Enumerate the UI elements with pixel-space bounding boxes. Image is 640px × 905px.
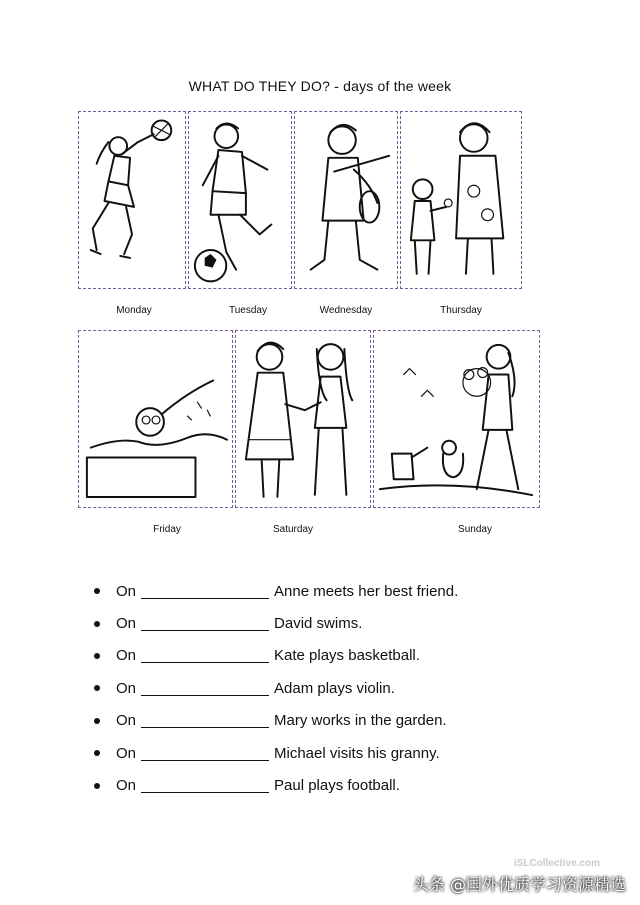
answer-blank[interactable] xyxy=(141,648,269,663)
on-word: On xyxy=(116,679,137,697)
list-item xyxy=(92,672,572,704)
day-label-saturday: Saturday xyxy=(272,524,314,535)
picture-thursday xyxy=(400,111,522,289)
sentence-text: Anne meets her best friend. xyxy=(274,582,459,600)
site-credit: iSLCollective.com xyxy=(513,858,600,869)
basketball-girl-illustration xyxy=(79,112,185,288)
answer-blank[interactable] xyxy=(141,778,269,793)
day-label-monday: Monday xyxy=(116,305,152,316)
sentence-text: Michael visits his granny. xyxy=(274,744,440,762)
list-item xyxy=(92,607,572,639)
day-label-sunday: Sunday xyxy=(458,524,492,535)
list-item xyxy=(92,737,572,769)
sentence-text: Kate plays basketball. xyxy=(274,647,420,665)
bullet-icon xyxy=(94,718,100,724)
on-word: On xyxy=(116,777,137,795)
on-word: On xyxy=(116,712,137,730)
on-word: On xyxy=(116,647,137,665)
picture-monday xyxy=(78,111,186,289)
answer-blank[interactable] xyxy=(141,713,269,728)
bullet-icon xyxy=(94,621,100,627)
day-label-thursday: Thursday xyxy=(440,305,482,316)
sentence-text: Paul plays football. xyxy=(274,777,400,795)
on-word: On xyxy=(116,615,137,633)
sentence-list xyxy=(92,575,572,802)
swimming-boy-illustration xyxy=(79,331,232,507)
sentence-text: Adam plays violin. xyxy=(274,679,395,697)
answer-blank[interactable] xyxy=(141,681,269,696)
picture-sunday xyxy=(373,330,540,508)
list-item xyxy=(92,705,572,737)
worksheet-title: WHAT DO THEY DO? - days of the week xyxy=(188,78,452,94)
bullet-icon xyxy=(94,588,100,594)
day-label-friday: Friday xyxy=(153,524,181,535)
bullet-icon xyxy=(94,750,100,756)
bullet-icon xyxy=(94,783,100,789)
list-item xyxy=(92,769,572,801)
answer-blank[interactable] xyxy=(141,584,269,599)
day-label-wednesday: Wednesday xyxy=(319,305,373,316)
football-boy-illustration xyxy=(189,112,291,288)
picture-tuesday xyxy=(188,111,292,289)
answer-blank[interactable] xyxy=(141,746,269,761)
handshake-friends-illustration xyxy=(236,331,370,507)
list-item xyxy=(92,640,572,672)
on-word: On xyxy=(116,582,137,600)
picture-saturday xyxy=(235,330,371,508)
sentence-text: David swims. xyxy=(274,615,363,633)
list-item xyxy=(92,575,572,607)
garden-girl-illustration xyxy=(374,331,539,507)
picture-friday xyxy=(78,330,233,508)
violin-boy-illustration xyxy=(295,112,397,288)
answer-blank[interactable] xyxy=(141,616,269,631)
sentence-text: Mary works in the garden. xyxy=(274,712,447,730)
on-word: On xyxy=(116,744,137,762)
picture-wednesday xyxy=(294,111,398,289)
watermark-text: 头条 @国外优质学习资源精选 xyxy=(412,875,626,894)
bullet-icon xyxy=(94,685,100,691)
granny-visit-illustration xyxy=(401,112,521,288)
day-label-tuesday: Tuesday xyxy=(229,305,267,316)
bullet-icon xyxy=(94,653,100,659)
